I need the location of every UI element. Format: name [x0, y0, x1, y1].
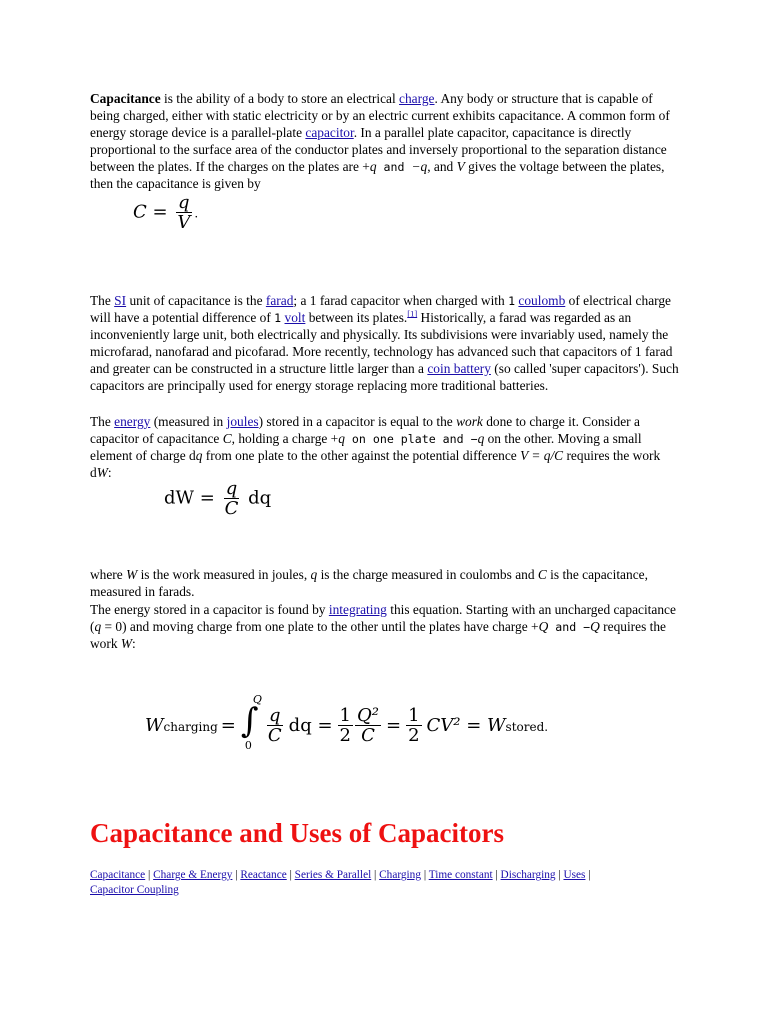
definitions-paragraph: where W is the work measured in joules, q is the charge measured in coulombs and C is the capacitance, measured in farads. — [90, 567, 648, 599]
nav-link-series-parallel[interactable]: Series & Parallel — [294, 869, 372, 881]
nav-link-discharging[interactable]: Discharging — [500, 869, 556, 881]
nav-link-charging[interactable]: Charging — [379, 869, 421, 881]
link-charge[interactable]: charge — [399, 91, 435, 106]
nav-separator: | — [235, 869, 238, 881]
nav-link-charge-energy[interactable]: Charge & Energy — [153, 869, 233, 881]
integration-paragraph: The energy stored in a capacitor is found by integrating this equation. Starting with an uncharged capacitance (q = 0) and moving charge from one plate to the other until the plates have charge +Q and −Q requires the work W: — [90, 602, 676, 651]
nav-separator: | — [289, 869, 292, 881]
link-integrating[interactable]: integrating — [328, 602, 387, 617]
link-joules[interactable]: joules — [226, 414, 259, 429]
link-coulomb[interactable]: coulomb — [518, 293, 566, 308]
nav-separator: | — [148, 869, 151, 881]
nav-link-time-constant[interactable]: Time constant — [428, 869, 493, 881]
reference-1-link[interactable]: [1] — [407, 308, 418, 319]
term-capacitance: Capacitance — [90, 91, 161, 106]
equation-stored-energy: Wcharging = ∫ Q 0 $\frac{q}{C}$ dq = $\frac{1}{2}$ $\frac{\text{Q²}}{C}$ = $\frac{1}{2}$ CV² = Wstored. — [145, 693, 549, 752]
energy-paragraph: The energy (measured in joules) stored in a capacitor is equal to the work done to charge it. Consider a capacitor of capacitance C, holding a charge +q on one plate and −q on the other. Moving a small element of charge dq from one plate to the other against the potential difference V = q/C requires the work dW: — [90, 414, 661, 480]
topic-navigation — [90, 868, 670, 898]
nav-separator: | — [558, 869, 561, 881]
nav-separator: | — [374, 869, 377, 881]
equation-capacitance: C = $\frac{q}{V}$ . — [133, 192, 199, 233]
link-si[interactable]: SI — [114, 293, 127, 308]
nav-link-capacitance[interactable]: Capacitance — [90, 869, 146, 881]
section-title: Capacitance and Uses of Capacitors — [90, 818, 504, 848]
nav-link-uses[interactable]: Uses — [563, 869, 586, 881]
link-volt[interactable]: volt — [284, 309, 306, 325]
intro-paragraph: Capacitance is the ability of a body to store an electrical charge. Any body or structure that is capable of being charged, either with static electricity or by an electric current exhibits capacitance. A common form of energy storage device is a parallel-plate capacitor. In a parallel plate capacitor, capacitance is directly proportional to the surface area of the conductor plates and inversely proportional to the separation distance between the plates. If the charges on the plates are +q and −q, and V gives the voltage between the plates, then the capacitance is given by — [90, 91, 670, 191]
nav-separator: | — [423, 869, 427, 881]
nav-link-reactance[interactable]: Reactance — [240, 869, 287, 881]
equation-differential-work: dW = $\frac{q}{C}$ dq — [164, 478, 272, 519]
link-capacitor[interactable]: capacitor — [305, 124, 354, 140]
fraction-q-over-c: $\frac{q}{C}$ — [224, 478, 239, 519]
link-farad[interactable]: farad — [265, 293, 294, 308]
si-unit-paragraph: The SI unit of capacitance is the farad; a 1 farad capacitor when charged with 1 coulomb of electrical charge will have a potential difference of 1 volt between its plates.[1] Historically, a farad was regarded as an inconveniently large unit, both electrically and physically. Its subdivisions were invariably used, namely the microfarad, nanofarad and picofarad. More recently, technology has advanced such that capacitors of 1 farad and greater can be constructed in a structure little larger than a coin battery (so called 'super capacitors'). Such capacitors are principally used for energy storage replacing more traditional batteries. — [90, 293, 679, 393]
integral-sign: ∫ Q 0 — [240, 693, 262, 752]
link-coin-battery[interactable]: coin battery — [427, 360, 491, 376]
nav-separator: | — [588, 869, 591, 881]
nav-separator: | — [495, 869, 498, 881]
link-energy[interactable]: energy — [114, 414, 151, 429]
nav-link-capacitor-coupling[interactable]: Capacitor Coupling — [90, 884, 179, 896]
fraction-q-over-v: $\frac{q}{V}$ — [177, 192, 191, 233]
